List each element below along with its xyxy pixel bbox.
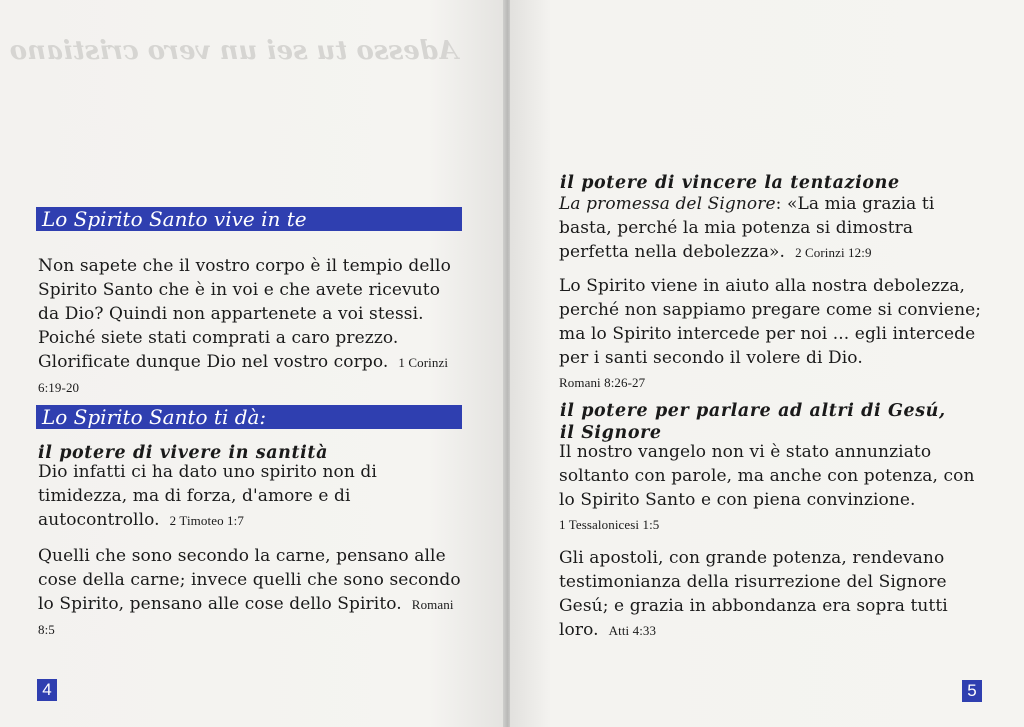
promise-lead: La promessa del Signore — [559, 194, 776, 214]
paragraph-apostles — [559, 546, 979, 643]
scripture-reference: 2 Corinzi 12:9 — [795, 245, 872, 260]
scripture-reference: 1 Corinzi 6:19-20 — [38, 355, 449, 395]
banner-text: Lo Spirito Santo ti dà: — [42, 405, 267, 429]
right-page — [510, 0, 1024, 727]
paragraph-spirit-of-power — [38, 460, 458, 533]
scripture-reference: Atti 4:33 — [608, 623, 657, 638]
paragraph-weakness — [559, 274, 991, 395]
paragraph-text: Il nostro vangelo non vi è stato annunziato soltanto con parole, ma anche con potenza, con lo Spirito Santo e con piena convinzione. — [559, 442, 975, 510]
paragraph-temple — [38, 254, 458, 400]
page-number-badge: 5 — [962, 680, 982, 702]
paragraph-promise — [559, 192, 984, 265]
paragraph-flesh-spirit — [38, 544, 463, 642]
section-banner-lives-in-you — [36, 207, 462, 231]
paragraph-text: Dio infatti ci ha dato uno spirito non di timidezza, ma di forza, d'amore e di autocontrollo. — [38, 462, 377, 530]
paragraph-text: Non sapete che il vostro corpo è il tempio dello Spirito Santo che è in voi e che avete ricevuto da Dio? Quindi non appartenete a voi stessi. Poiché siete stati comprati a caro prezzo. Glorificate dunque Dio nel vostro corpo. — [38, 256, 451, 372]
scripture-reference: 2 Timoteo 1:7 — [169, 513, 244, 528]
paragraph-text: : «La mia grazia ti basta, perché la mia potenza si dimostra perfetta nella debolezza». — [559, 194, 935, 262]
show-through-title: Adesso tu sei un vero cristiano — [9, 36, 458, 66]
paragraph-text: Lo Spirito viene in aiuto alla nostra debolezza, perché non sappiamo pregare come si conviene; ma lo Spirito intercede per noi ... egli intercede per i santi secondo il volere di Dio. — [559, 276, 982, 368]
left-page — [0, 0, 505, 727]
section-banner-gives-you — [36, 405, 462, 429]
subheading-line-1: il potere per parlare ad altri di Gesú, — [560, 401, 946, 421]
scripture-reference: 1 Tessalonicesi 1:5 — [559, 517, 660, 532]
paragraph-text: Quelli che sono secondo la carne, pensano alle cose della carne; invece quelli che sono secondo lo Spirito, pensano alle cose dello Spirito. — [38, 546, 461, 614]
page-number-badge: 4 — [37, 679, 57, 701]
paragraph-text: Gli apostoli, con grande potenza, rendevano testimonianza della risurrezione del Signore Gesú; e grazia in abbondanza era sopra tutti loro. — [559, 548, 948, 640]
scripture-reference: Romani 8:26-27 — [559, 375, 646, 390]
scripture-reference: Romani 8:5 — [38, 597, 454, 637]
subheading-holiness: il potere di vivere in santità — [38, 443, 329, 463]
subheading-speak-of-jesus — [560, 400, 1000, 444]
subheading-temptation: il potere di vincere la tentazione — [560, 173, 900, 193]
paragraph-gospel — [559, 440, 991, 537]
subheading-line-2: il Signore — [560, 423, 662, 443]
banner-text: Lo Spirito Santo vive in te — [42, 207, 307, 231]
